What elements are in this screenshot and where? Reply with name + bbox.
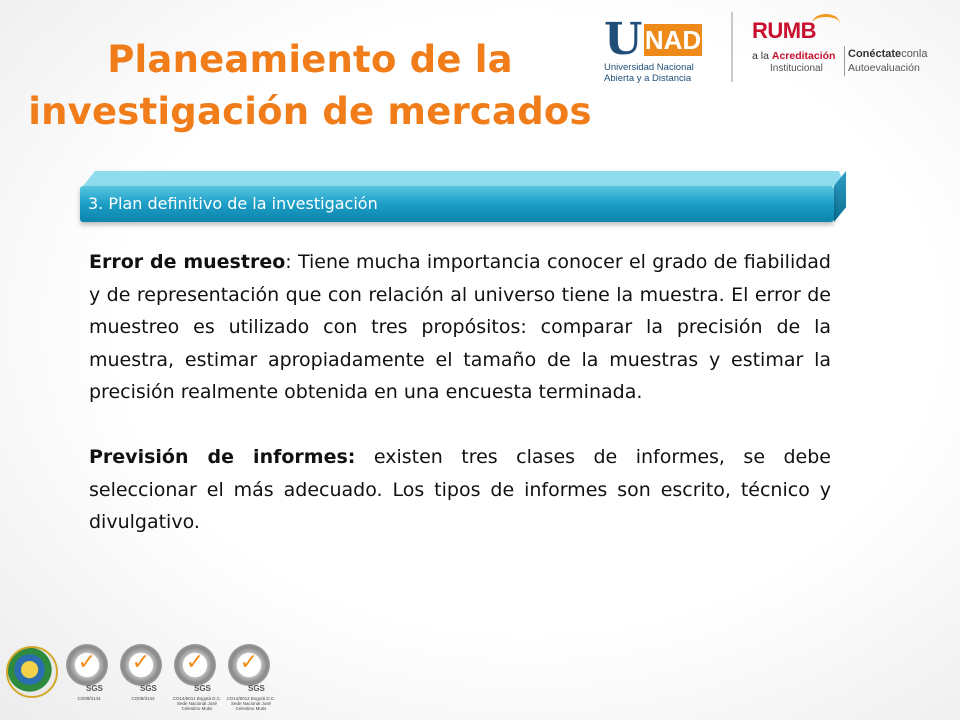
unad-sub-line-1: Universidad Nacional [604,62,694,73]
rumbo-right-line-1 [848,48,927,60]
checkmark-icon: ✓ [77,650,97,675]
rumbo-line-1-prefix: a la [752,50,772,62]
certification-seals [6,640,306,718]
slide-body [89,246,831,571]
logo-divider [731,12,733,82]
seal-code: CO09/3143 [131,696,155,701]
checkmark-icon: ✓ [239,650,259,675]
paragraph-2-text: existen tres clases de informes, se debe seleccionar el más adecuado. Los tipos de informes son escrito, técnico y divulgativo. [89,446,831,533]
rumbo-line-1 [752,50,835,62]
unad-sub-line-2: Abierta y a Distancia [604,73,692,84]
unad-logo-u: U [604,14,641,65]
section-bar-top-face [83,171,845,186]
sgs-seal [116,644,166,714]
sgs-seal [62,644,112,714]
rumbo-logo [752,14,942,86]
checkmark-icon: ✓ [131,650,151,675]
rumbo-right-light: conla [901,48,928,60]
slide-title [20,34,600,138]
seal-brand: SGS [248,684,265,693]
sgs-seal [170,644,220,714]
seal-code: CO14/6012 Bogotá D.C. Sede Nacional José Celestino Mutis [226,696,276,711]
seal-code: CO09/3144 [77,696,101,701]
checkmark-icon: ✓ [185,650,205,675]
seal-brand: SGS [86,684,103,693]
rumbo-right-line-2: Autoevaluación [848,62,920,74]
seal-brand: SGS [194,684,211,693]
rumbo-swoosh-icon [812,14,840,33]
sgs-seal [224,644,274,714]
colombia-certification-seal-icon [6,646,58,698]
unad-logo-subtitle [604,62,716,84]
paragraph-error-muestreo [89,246,831,409]
unad-logo [604,8,712,88]
paragraph-prevision-informes [89,441,831,539]
paragraph-2-label: Previsión de informes: [89,446,356,468]
rumbo-right-bold: Conéctate [848,48,902,60]
rumbo-title: RUMB [752,18,816,43]
rumbo-line-1-bold: Acreditación [771,50,836,62]
title-line-2: investigación de mercados [28,90,592,133]
section-bar-label: 3. Plan definitivo de la investigación [88,194,378,213]
unad-logo-nad: NAD [644,25,702,55]
paragraph-1-text: : Tiene mucha importancia conocer el grado de fiabilidad y de representación que con relación al universo tiene la muestra. El error de muestreo es utilizado con tres propósitos: comparar la precisión de la muestra, estimar apropiadamente el tamaño de la muestras y estimar la precisión realmente obtenida en una encuesta terminada. [89,251,831,403]
seal-brand: SGS [140,684,157,693]
rumbo-separator [844,46,845,76]
paragraph-1-label: Error de muestreo [89,251,286,273]
rumbo-line-2: Institucional [770,63,823,74]
seal-code: CO14/6011 Bogotá D.C. Sede Nacional José Celestino Mutis [172,696,222,711]
title-line-1: Planeamiento de la [107,38,513,81]
